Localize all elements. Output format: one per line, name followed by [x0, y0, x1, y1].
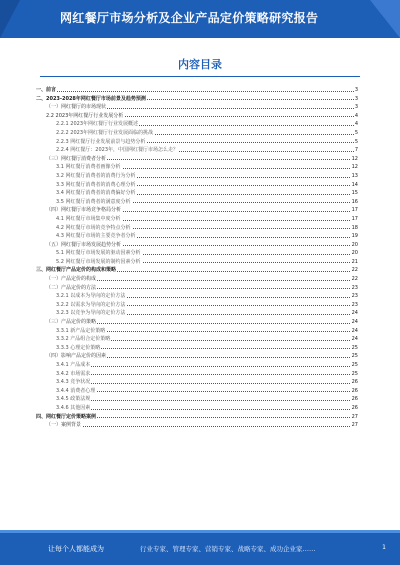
toc-entry[interactable]: [36, 129, 358, 138]
toc-entry[interactable]: [36, 112, 358, 121]
toc-entry[interactable]: [36, 95, 358, 104]
toc-leader-dots: [46, 426, 358, 427]
toc-entry-label: 4.2 网红餐厅市场的竞争特点分析: [56, 224, 131, 231]
toc-entry-label: 4.3 网红餐厅市场的主要竞争者分析: [56, 233, 136, 240]
toc-entry-page: 26: [351, 387, 358, 394]
toc-entry[interactable]: [36, 421, 358, 430]
toc-entry-label: 3.3.3 心理定价策略: [56, 344, 101, 351]
toc-entry[interactable]: [36, 120, 358, 129]
report-title: 网红餐厅市场分析及企业产品定价策略研究报告: [60, 11, 319, 25]
toc-entry[interactable]: [36, 86, 358, 95]
toc-entry-label: （四）影响产品定价的因素: [46, 353, 107, 360]
toc-entry[interactable]: [36, 258, 358, 267]
toc-entry-label: （三）网红餐厅消费者分析: [46, 155, 107, 162]
toc-entry-label: 3.4.5 政策法规: [56, 396, 91, 403]
toc-entry-page: 7: [354, 147, 358, 154]
toc-entry[interactable]: [36, 163, 358, 172]
toc-entry-page: 27: [351, 413, 358, 420]
toc-entry-page: 18: [351, 224, 358, 231]
header-accent-left: [0, 0, 20, 38]
toc-entry[interactable]: [36, 378, 358, 387]
toc-entry-page: 5: [354, 129, 358, 136]
footer-tagline: 行业专家、管理专家、营销专家、战略专家、成功企业家……: [140, 545, 316, 553]
toc-entry[interactable]: [36, 284, 358, 293]
toc-entry[interactable]: [36, 232, 358, 241]
toc-entry[interactable]: [36, 335, 358, 344]
toc-entry[interactable]: [36, 206, 358, 215]
footer-stripe: [0, 530, 400, 533]
toc-entry[interactable]: [36, 181, 358, 190]
toc-entry-label: （五）网红餐厅市场发展趋势分析: [46, 241, 122, 248]
toc-entry[interactable]: [36, 224, 358, 233]
toc-entry-page: 15: [351, 190, 358, 197]
toc-entry-page: 20: [351, 250, 358, 257]
table-of-contents: [36, 86, 358, 430]
toc-entry-label: 3.4.4 消费者心理: [56, 387, 96, 394]
toc-entry[interactable]: [36, 395, 358, 404]
toc-entry[interactable]: [36, 387, 358, 396]
toc-entry-label: 5.2 网红餐厅市场发展的制约因素分析: [56, 258, 141, 265]
toc-entry-label: 3.4.1 产品成本: [56, 362, 91, 368]
toc-entry-page: 19: [351, 233, 358, 240]
toc-entry-page: 21: [351, 258, 358, 265]
toc-entry-page: 3: [354, 95, 358, 102]
toc-entry[interactable]: [36, 318, 358, 327]
toc-entry-page: 22: [351, 276, 358, 283]
toc-leader-dots: [56, 383, 358, 384]
toc-entry[interactable]: [36, 241, 358, 250]
toc-entry-label: 2.2.2 2023年网红餐厅行业发展面临的挑战: [56, 129, 154, 136]
toc-entry-page: 26: [351, 396, 358, 403]
toc-entry-page: 24: [351, 327, 358, 334]
toc-entry-page: 25: [351, 353, 358, 360]
toc-entry-label: 3.2.3 以竞争为导向的定价方法: [56, 310, 126, 317]
toc-entry[interactable]: [36, 146, 358, 155]
toc-entry-label: 一、前言: [36, 87, 57, 93]
toc-entry-label: 3.3.1 新产品定价策略: [56, 327, 106, 334]
toc-entry-page: 27: [351, 422, 358, 429]
toc-entry[interactable]: [36, 215, 358, 224]
toc-entry-page: 23: [351, 284, 358, 291]
toc-entry-label: 3.2 网红餐厅消费者的消费行为分析: [56, 172, 136, 179]
toc-entry-label: 3.3 网红餐厅消费者的消费心理分析: [56, 181, 136, 188]
toc-entry-page: 26: [351, 404, 358, 411]
toc-entry-page: 17: [351, 207, 358, 214]
toc-entry-label: （一）产品定价的构成: [46, 276, 97, 283]
toc-entry-page: 24: [351, 319, 358, 326]
toc-entry-page: 3: [354, 87, 358, 93]
toc-entry-label: 5.1 网红餐厅市场发展的驱动因素分析: [56, 250, 141, 257]
toc-entry[interactable]: [36, 138, 358, 147]
toc-leader-dots: [56, 374, 358, 375]
toc-entry-label: 2.2.4 网红餐厅：2023年，中国网红餐厅市场怎么走？: [56, 147, 179, 154]
toc-entry-page: 17: [351, 215, 358, 222]
toc-entry[interactable]: [36, 352, 358, 361]
toc-entry-label: 3.3.2 产品组合定价策略: [56, 336, 111, 343]
footer-banner: [0, 530, 400, 565]
toc-divider: [40, 76, 360, 77]
toc-entry[interactable]: [36, 327, 358, 336]
toc-entry-page: 13: [351, 172, 358, 179]
toc-entry-page: 4: [354, 112, 358, 119]
toc-entry-label: 三、网红餐厅产品定价的构成和策略: [36, 267, 117, 274]
toc-entry-label: 4.1 网红餐厅市场集中度分析: [56, 215, 121, 222]
toc-leader-dots: [36, 91, 358, 92]
toc-leader-dots: [56, 409, 358, 410]
toc-entry[interactable]: [36, 103, 358, 112]
toc-entry[interactable]: [36, 344, 358, 353]
toc-entry-page: 5: [354, 138, 358, 145]
toc-entry-label: （三）产品定价的策略: [46, 319, 97, 326]
toc-entry-page: 23: [351, 293, 358, 300]
toc-entry[interactable]: [36, 292, 358, 301]
toc-entry[interactable]: [36, 155, 358, 164]
toc-entry-label: 2.2.1 2023年网红餐厅行业发展概述: [56, 121, 139, 128]
toc-entry-page: 22: [351, 267, 358, 274]
toc-entry[interactable]: [36, 413, 358, 422]
toc-entry-page: 4: [354, 121, 358, 128]
header-accent-right: [370, 0, 400, 38]
toc-entry-page: 24: [351, 310, 358, 317]
toc-entry-label: （一）网红餐厅的市场现状: [46, 104, 107, 111]
toc-entry[interactable]: [36, 198, 358, 207]
toc-entry-page: 12: [351, 164, 358, 171]
toc-entry-label: 四、网红餐厅定价策略案例: [36, 413, 97, 420]
toc-entry-page: 14: [351, 181, 358, 188]
toc-leader-dots: [56, 400, 358, 401]
toc-entry-label: 3.1 网红餐厅消费者画像分析: [56, 164, 121, 171]
toc-entry[interactable]: [36, 275, 358, 284]
toc-entry-label: （二）产品定价的方法: [46, 284, 97, 291]
toc-entry-label: 3.2.2 以需求为导向的定价方法: [56, 301, 126, 308]
toc-entry-label: 3.4 网红餐厅消费者的消费偏好分析: [56, 190, 136, 197]
toc-entry-page: 3: [354, 104, 358, 111]
page-number: 1: [382, 544, 386, 551]
toc-entry-label: 2.2.3 网红餐厅行业发展前景与趋势分析: [56, 138, 146, 145]
toc-entry-label: 3.4.6 其他因素: [56, 404, 91, 411]
toc-entry-page: 24: [351, 336, 358, 343]
toc-entry[interactable]: [36, 309, 358, 318]
toc-leader-dots: [56, 391, 358, 392]
toc-entry-label: （四）网红餐厅市场竞争格局分析: [46, 207, 122, 214]
toc-entry[interactable]: [36, 189, 358, 198]
toc-entry-page: 12: [351, 155, 358, 162]
toc-entry[interactable]: [36, 404, 358, 413]
toc-entry-page: 16: [351, 198, 358, 205]
toc-leader-dots: [56, 366, 358, 367]
toc-entry[interactable]: [36, 361, 358, 370]
toc-entry-label: （一）案例背景: [46, 422, 82, 429]
toc-entry-page: 20: [351, 241, 358, 248]
toc-entry-page: 25: [351, 344, 358, 351]
toc-entry-page: 25: [351, 370, 358, 377]
toc-entry-label: 2.2 2023年网红餐厅行业发展分析: [46, 112, 124, 119]
toc-entry[interactable]: [36, 301, 358, 310]
toc-entry-page: 25: [351, 362, 358, 368]
toc-heading: 内容目录: [178, 58, 222, 71]
toc-entry-label: 3.2.1 以成本为导向的定价方法: [56, 293, 126, 300]
toc-entry-label: 3.5 网红餐厅消费者的满意度分析: [56, 198, 131, 205]
toc-entry[interactable]: [36, 249, 358, 258]
toc-entry[interactable]: [36, 370, 358, 379]
toc-entry-label: 3.4.2 市场需求: [56, 370, 91, 377]
header-banner: [0, 0, 400, 38]
toc-entry[interactable]: [36, 172, 358, 181]
toc-entry-page: 23: [351, 301, 358, 308]
toc-entry-page: 26: [351, 379, 358, 386]
footer-slogan: 让每个人都能成为: [48, 545, 104, 553]
toc-entry[interactable]: [36, 266, 358, 275]
toc-entry-label: 二、2023-2028年网红餐厅市场前景及趋势预测: [36, 95, 146, 102]
toc-entry-label: 3.4.3 竞争状况: [56, 379, 91, 386]
